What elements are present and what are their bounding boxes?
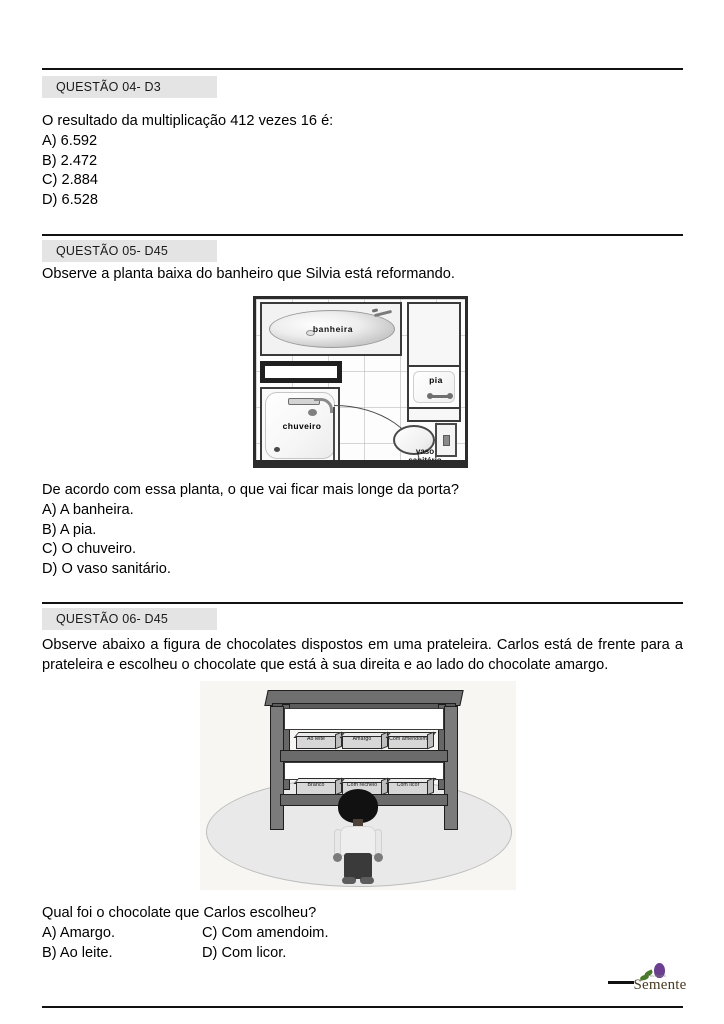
box-side bbox=[427, 732, 434, 750]
question-tag-q5: QUESTÃO 05- D45 bbox=[42, 240, 217, 262]
boy-shirt bbox=[340, 826, 376, 856]
option-a-q4[interactable]: A) 6.592 bbox=[42, 133, 98, 149]
shelf-post-left bbox=[270, 706, 284, 830]
option-c-q5[interactable]: C) O chuveiro. bbox=[42, 541, 137, 558]
shower-drain-icon bbox=[274, 447, 280, 452]
toilet-flush-icon bbox=[443, 435, 450, 446]
options-row-2 bbox=[42, 944, 462, 964]
sink-unit bbox=[407, 365, 461, 409]
shelf-back-panel-upper bbox=[284, 708, 444, 730]
chocolate-box-bottom-3[interactable] bbox=[388, 778, 434, 795]
chocolate-label-amargo: Amargo bbox=[352, 736, 372, 742]
chocolate-label-com-recheio: Com recheio bbox=[346, 782, 378, 788]
boy-shoe-left bbox=[342, 877, 356, 884]
chocolate-label-com-amendoim: Com amendoim bbox=[389, 736, 427, 742]
chocolate-label-com-licor: Com licor bbox=[396, 782, 420, 788]
question-prompt-q6: Qual foi o chocolate que Carlos escolheu? bbox=[42, 905, 317, 921]
option-d-q6[interactable]: D) Com licor. bbox=[202, 944, 287, 961]
chocolate-label-branco: Branco bbox=[307, 782, 325, 788]
options-row-1 bbox=[42, 924, 462, 944]
bathtub-label: banheira bbox=[312, 324, 354, 334]
option-c-q6[interactable]: C) Com amendoim. bbox=[202, 925, 329, 941]
question-stem-q5: Observe a planta baixa do banheiro que Silvia está reformando. bbox=[42, 266, 455, 282]
separator-rule-q6-top bbox=[42, 602, 683, 604]
option-b-q5[interactable]: B) A pia. bbox=[42, 521, 97, 538]
boy-hand-right bbox=[374, 853, 383, 862]
boy-hand-left bbox=[333, 853, 342, 862]
option-d-q5[interactable]: D) O vaso sanitário. bbox=[42, 560, 171, 577]
shelf-board-upper bbox=[280, 750, 448, 762]
shelf-post-right bbox=[444, 706, 458, 830]
chocolate-label-ao-leite: Ao leite bbox=[306, 736, 326, 742]
semente-logo bbox=[630, 963, 690, 1001]
boy-hair bbox=[338, 789, 378, 823]
logo-tagline: instituto bbox=[648, 973, 667, 978]
question-stem-q4: O resultado da multiplicação 412 vezes 16 é: bbox=[42, 113, 334, 129]
footer-rule bbox=[42, 1006, 683, 1008]
bathtub-faucet-icon bbox=[372, 308, 394, 318]
option-b-q6[interactable]: B) Ao leite. bbox=[42, 944, 113, 961]
option-a-q5[interactable]: A) A banheira. bbox=[42, 502, 134, 518]
chocolate-box-top-1[interactable] bbox=[296, 732, 342, 749]
bathroom-floor-plan bbox=[253, 296, 468, 468]
shower-stall bbox=[260, 387, 340, 464]
boy-shoe-right bbox=[360, 877, 374, 884]
options-list-q5 bbox=[42, 501, 171, 579]
question-tag-q6: QUESTÃO 06- D45 bbox=[42, 608, 217, 630]
question-stem-q6: Observe abaixo a figura de chocolates dispostos em uma prateleira. Carlos está de frente para a prateleira e escolheu o chocolate que está à sua direita e ao lado do chocolate amargo. bbox=[42, 637, 683, 673]
option-a-q6[interactable]: A) Amargo. bbox=[42, 925, 115, 941]
option-b-q4[interactable]: B) 2.472 bbox=[42, 152, 98, 169]
shower-label: chuveiro bbox=[282, 421, 322, 431]
question-prompt-q5: De acordo com essa planta, o que vai ficar mais longe da porta? bbox=[42, 482, 459, 498]
options-list-q6 bbox=[42, 924, 462, 963]
toilet-label-line1: vaso bbox=[415, 447, 435, 456]
question-tag-q4: QUESTÃO 04- D3 bbox=[42, 76, 217, 98]
option-c-q4[interactable]: C) 2.884 bbox=[42, 172, 98, 189]
options-list-q4 bbox=[42, 132, 98, 210]
chocolate-box-top-2[interactable] bbox=[342, 732, 388, 749]
sink-label: pia bbox=[429, 375, 443, 385]
sink-faucet-icon bbox=[427, 393, 453, 399]
box-side bbox=[427, 778, 434, 796]
logo-wordmark: Semente bbox=[633, 977, 687, 993]
plan-bottom-wall bbox=[256, 460, 465, 465]
option-d-q4[interactable]: D) 6.528 bbox=[42, 191, 98, 208]
chocolate-shelf-scene bbox=[200, 681, 516, 890]
mirror-cabinet bbox=[260, 361, 342, 383]
chocolate-box-top-3[interactable] bbox=[388, 732, 434, 749]
boy-figure bbox=[330, 789, 386, 885]
separator-rule-q4-top bbox=[42, 68, 683, 70]
shower-head-icon bbox=[288, 394, 336, 420]
toilet-unit bbox=[391, 419, 463, 463]
bathtub-enclosure bbox=[260, 302, 402, 356]
separator-rule-q5-top bbox=[42, 234, 683, 236]
